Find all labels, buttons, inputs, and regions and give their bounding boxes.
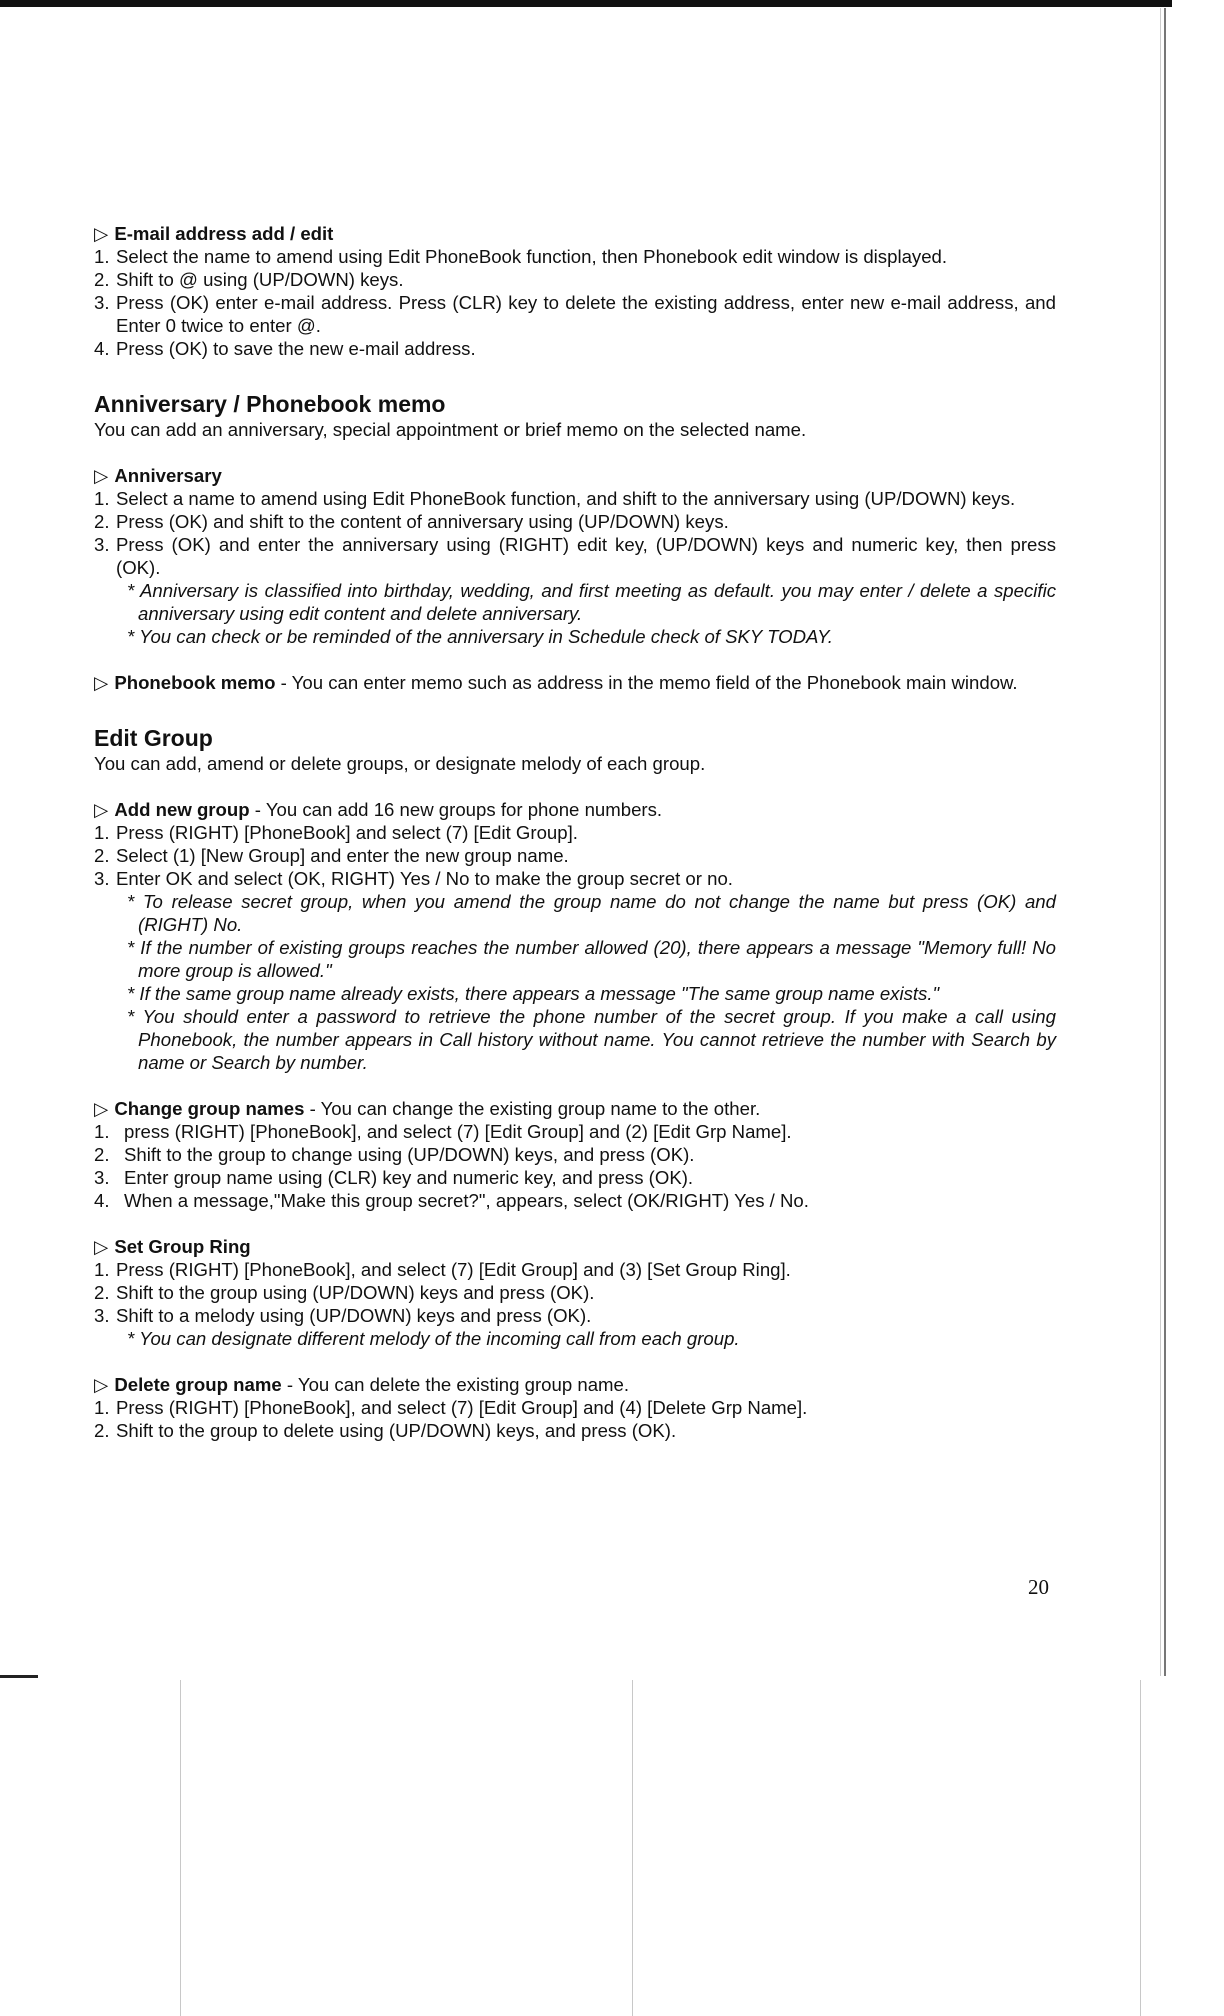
bottom-left-mark xyxy=(0,1675,38,1678)
list-item: 3. Press (OK) enter e-mail address. Press (CLR) key to delete the existing address, enter new e-mail address, and Enter 0 twice to enter @. xyxy=(94,292,1056,336)
change-group-steps xyxy=(94,1120,1056,1212)
triangle-bullet-icon: ▷ xyxy=(94,1374,109,1395)
background-rule xyxy=(632,1680,633,2016)
background-rule xyxy=(1140,1680,1141,2016)
right-edge-shadow xyxy=(1160,8,1161,1676)
list-item: 1. Select a name to amend using Edit PhoneBook function, and shift to the anniversary using (UP/DOWN) keys. xyxy=(94,488,1016,509)
note: * To release secret group, when you amend the group name do not change the name but press (OK) and (RIGHT) No. xyxy=(127,891,1056,935)
anniversary-heading: Anniversary / Phonebook memo xyxy=(94,391,446,417)
phonebook-memo-paragraph: ▷ Phonebook memo - You can enter memo such as address in the memo field of the Phonebook main window. xyxy=(94,672,1018,693)
triangle-bullet-icon: ▷ xyxy=(94,223,109,244)
edit-group-intro: You can add, amend or delete groups, or designate melody of each group. xyxy=(94,753,706,774)
add-group-steps xyxy=(94,821,1056,890)
list-item: 2. Shift to the group to change using (UP/DOWN) keys, and press (OK). xyxy=(94,1144,695,1165)
list-item: 2. Shift to @ using (UP/DOWN) keys. xyxy=(94,269,404,290)
set-ring-steps xyxy=(94,1258,1056,1327)
list-item: 3. Press (OK) and enter the anniversary using (RIGHT) edit key, (UP/DOWN) keys and numeric key, then press (OK). xyxy=(94,534,1056,578)
note: * If the number of existing groups reaches the number allowed (20), there appears a message "Memory full! No more group is allowed." xyxy=(127,937,1056,981)
note: * You can check or be reminded of the anniversary in Schedule check of SKY TODAY. xyxy=(127,626,833,647)
edit-group-heading: Edit Group xyxy=(94,725,213,751)
list-item: 3. Enter OK and select (OK, RIGHT) Yes / No to make the group secret or no. xyxy=(94,868,733,889)
add-group-subheading: ▷ Add new group - You can add 16 new groups for phone numbers. xyxy=(94,799,663,820)
list-item: 4. Press (OK) to save the new e-mail address. xyxy=(94,338,476,359)
email-subheading: ▷ E-mail address add / edit xyxy=(94,223,334,244)
background-rule xyxy=(180,1680,181,2016)
list-item: 2. Select (1) [New Group] and enter the new group name. xyxy=(94,845,569,866)
page-number: 20 xyxy=(1028,1575,1049,1599)
delete-group-subheading: ▷ Delete group name - You can delete the existing group name. xyxy=(94,1374,630,1395)
anniversary-intro: You can add an anniversary, special appointment or brief memo on the selected name. xyxy=(94,419,807,440)
note: * You should enter a password to retrieve the phone number of the secret group. If you make a call using Phonebook, the number appears in Call history without name. You cannot retrieve the number with Search by name or Search by number. xyxy=(127,1006,1056,1073)
list-item: 1. Press (RIGHT) [PhoneBook] and select (7) [Edit Group]. xyxy=(94,822,578,843)
delete-group-steps xyxy=(94,1396,1056,1442)
list-item: 1. Press (RIGHT) [PhoneBook], and select (7) [Edit Group] and (3) [Set Group Ring]. xyxy=(94,1259,791,1280)
anniversary-subheading: ▷ Anniversary xyxy=(94,465,222,486)
list-item: 1. press (RIGHT) [PhoneBook], and select (7) [Edit Group] and (2) [Edit Grp Name]. xyxy=(94,1121,792,1142)
list-item: 3. Shift to a melody using (UP/DOWN) keys and press (OK). xyxy=(94,1305,592,1326)
list-item: 3. Enter group name using (CLR) key and numeric key, and press (OK). xyxy=(94,1167,694,1188)
triangle-bullet-icon: ▷ xyxy=(94,799,109,820)
email-steps xyxy=(94,245,1056,360)
triangle-bullet-icon: ▷ xyxy=(94,1236,109,1257)
note: * Anniversary is classified into birthday, wedding, and first meeting as default. you may enter / delete a specific anniversary using edit content and delete anniversary. xyxy=(127,580,1056,624)
top-border-line xyxy=(0,0,1172,7)
list-item: 1. Press (RIGHT) [PhoneBook], and select (7) [Edit Group] and (4) [Delete Grp Name]. xyxy=(94,1397,808,1418)
list-item: 2. Shift to the group to delete using (UP/DOWN) keys, and press (OK). xyxy=(94,1420,677,1441)
set-ring-subheading: ▷ Set Group Ring xyxy=(94,1236,251,1257)
list-item: 2. Press (OK) and shift to the content of anniversary using (UP/DOWN) keys. xyxy=(94,511,729,532)
page-content xyxy=(94,222,1056,1442)
note: * If the same group name already exists, there appears a message "The same group name exists." xyxy=(127,983,940,1004)
right-edge-line xyxy=(1164,8,1166,1676)
note: * You can designate different melody of the incoming call from each group. xyxy=(127,1328,740,1349)
triangle-bullet-icon: ▷ xyxy=(94,465,109,486)
triangle-bullet-icon: ▷ xyxy=(94,1098,109,1119)
anniversary-steps xyxy=(94,487,1056,579)
change-group-subheading: ▷ Change group names - You can change the existing group name to the other. xyxy=(94,1098,761,1119)
list-item: 4. When a message,"Make this group secret?", appears, select (OK/RIGHT) Yes / No. xyxy=(94,1190,809,1211)
list-item: 1. Select the name to amend using Edit PhoneBook function, then Phonebook edit window is displayed. xyxy=(94,246,948,267)
list-item: 2. Shift to the group using (UP/DOWN) keys and press (OK). xyxy=(94,1282,595,1303)
triangle-bullet-icon: ▷ xyxy=(94,672,109,693)
